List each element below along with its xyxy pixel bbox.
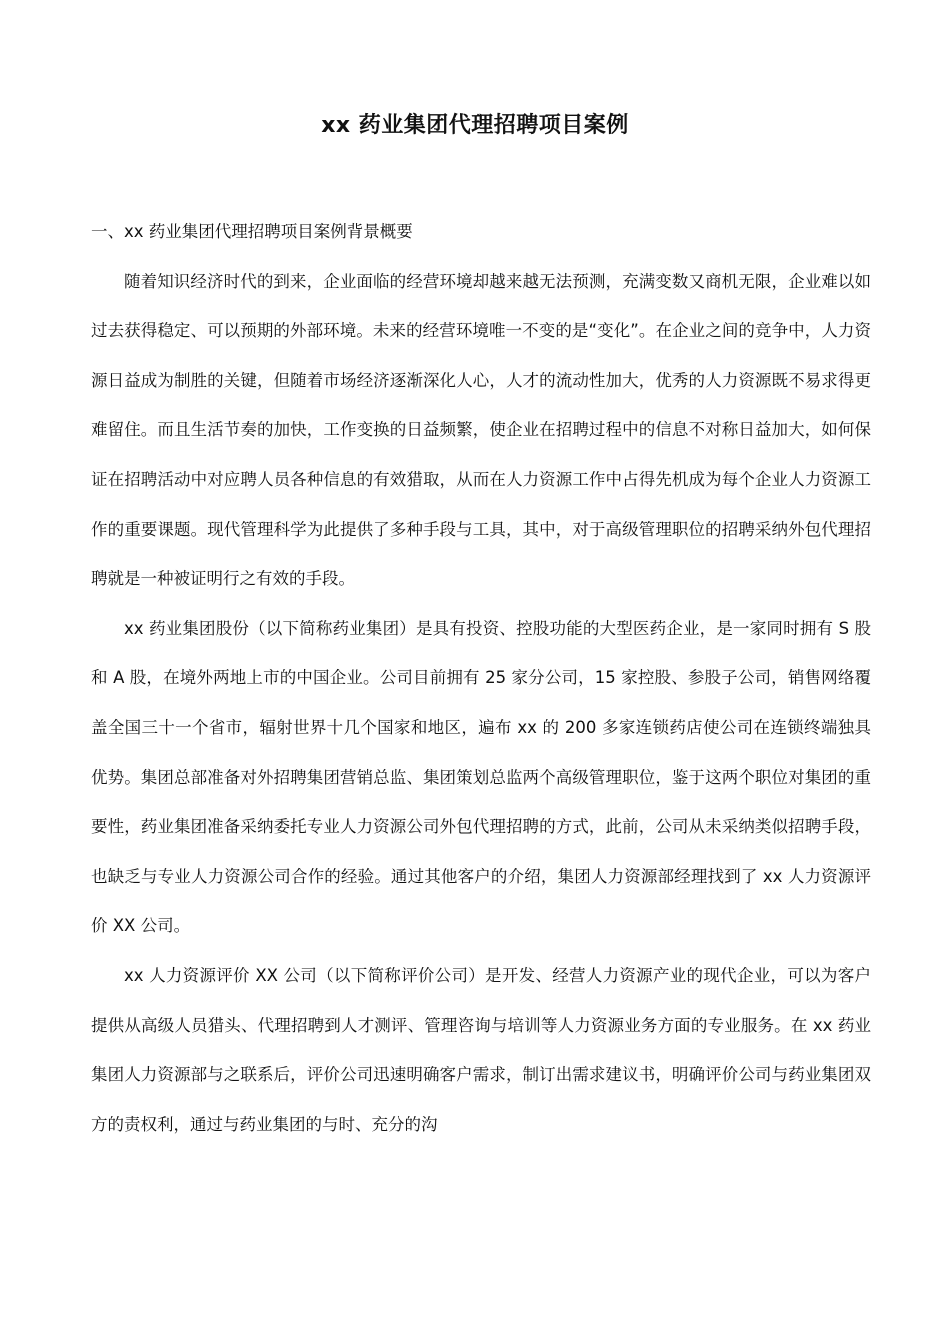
document-body — [91, 207, 871, 1149]
paragraph-1: 随着知识经济时代的到来，企业面临的经营环境却越来越无法预测，充满变数又商机无限，企业难以如过去获得稳定、可以预期的外部环境。未来的经营环境唯一不变的是“变化”。在企业之间的竞争中，人力资源日益成为制胜的关键，但随着市场经济逐渐深化人心，人才的流动性加大，优秀的人力资源既不易求得更难留住。而且生活节奏的加快，工作变换的日益频繁，使企业在招聘过程中的信息不对称日益加大，如何保证在招聘活动中对应聘人员各种信息的有效猎取，从而在人力资源工作中占得先机成为每个企业人力资源工作的重要课题。现代管理科学为此提供了多种手段与工具，其中，对于高级管理职位的招聘采纳外包代理招聘就是一种被证明行之有效的手段。 — [91, 271, 871, 589]
paragraph-2: xx 药业集团股份（以下简称药业集团）是具有投资、控股功能的大型医药企业，是一家同时拥有 S 股和 A 股，在境外两地上市的中国企业。公司目前拥有 25 家分公司，15 家控股、参股子公司，销售网络覆盖全国三十一个省市，辐射世界十几个国家和地区，遍布 xx 的 200 多家连锁药店使公司在连锁终端独具优势。集团总部准备对外招聘集团营销总监、集团策划总监两个高级管理职位，鉴于这两个职位对集团的重要性，药业集团准备采纳委托专业人力资源公司外包代理招聘的方式，此前，公司从未采纳类似招聘手段，也缺乏与专业人力资源公司合作的经验。通过其他客户的介绍，集团人力资源部经理找到了 xx 人力资源评价 XX 公司。 — [91, 618, 871, 936]
section-heading: 一、xx 药业集团代理招聘项目案例背景概要 — [91, 222, 413, 241]
paragraph-3: xx 人力资源评价 XX 公司（以下简称评价公司）是开发、经营人力资源产业的现代企业，可以为客户提供从高级人员猎头、代理招聘到人才测评、管理咨询与培训等人力资源业务方面的专业服务。在 xx 药业集团人力资源部与之联系后，评价公司迅速明确客户需求，制订出需求建议书，明确评价公司与药业集团双方的责权利，通过与药业集团的与时、充分的沟 — [91, 965, 871, 1134]
document-title: xx 药业集团代理招聘项目案例 — [321, 113, 629, 138]
